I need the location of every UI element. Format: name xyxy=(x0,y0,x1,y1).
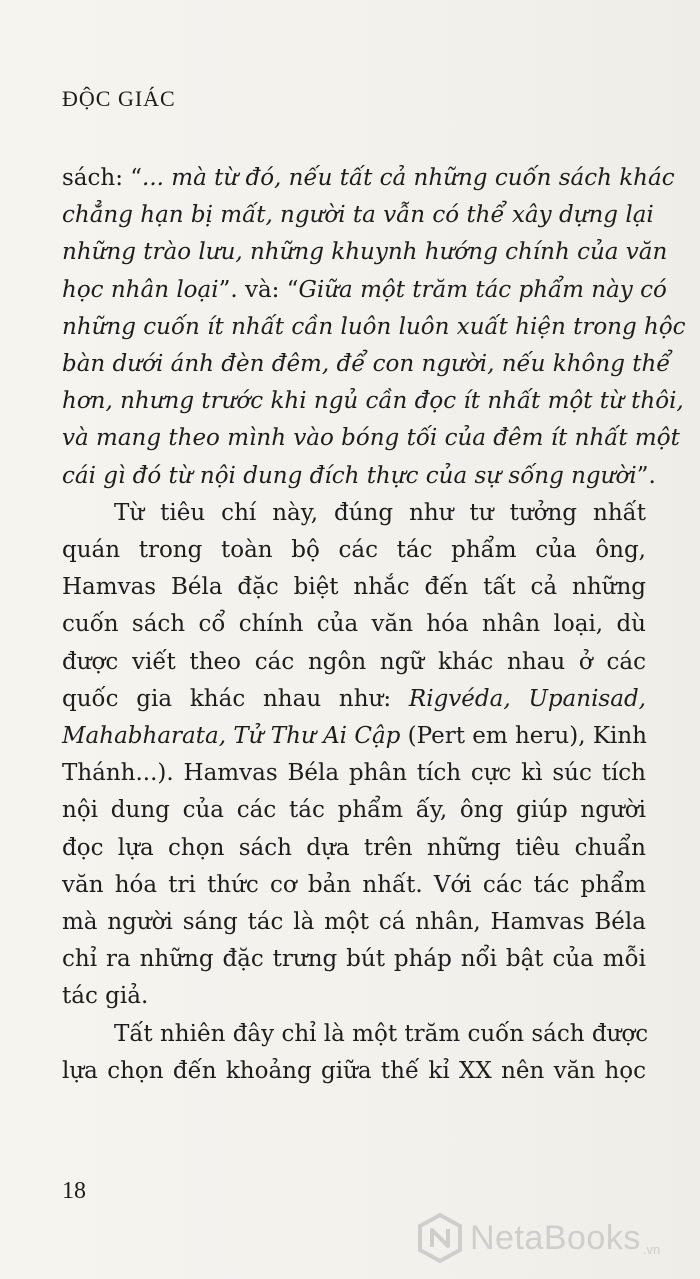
watermark-text: NetaBooks xyxy=(470,1218,641,1257)
watermark-suffix: .vn xyxy=(642,1242,661,1257)
text-line xyxy=(62,234,668,271)
text-line xyxy=(62,532,646,569)
text-line xyxy=(62,495,646,532)
text-line xyxy=(62,978,646,1015)
text-run: quốc gia khác nhau như: xyxy=(62,685,409,712)
text-run: sách: “ xyxy=(62,165,143,191)
text-run: Từ tiêu chí này, đúng như tư tưởng nhất xyxy=(114,499,646,526)
text-line xyxy=(62,420,680,457)
text-line xyxy=(62,718,646,755)
text-run: văn hóa tri thức cơ bản nhất. Với các tác phẩm xyxy=(62,871,646,898)
italic-text: những cuốn ít nhất cần luôn luôn xuất hiện trong hộc xyxy=(62,313,686,340)
italic-text: học nhân loại xyxy=(62,276,219,303)
text-run: Thánh...). Hamvas Béla phân tích cực kì súc tích xyxy=(62,760,646,787)
italic-text: cái gì đó từ nội dung đích thực của sự sống người xyxy=(62,462,637,489)
text-run: đọc lựa chọn sách dựa trên những tiêu chuẩn xyxy=(62,834,646,861)
text-line xyxy=(62,160,675,197)
text-run: Tất nhiên đây chỉ là một trăm cuốn sách được xyxy=(114,1020,649,1047)
text-line xyxy=(62,309,686,346)
text-line xyxy=(62,1016,649,1053)
italic-text: hơn, nhưng trước khi ngủ cần đọc ít nhất một từ thôi, xyxy=(62,388,684,415)
body-text xyxy=(62,160,686,1090)
text-line xyxy=(62,867,646,904)
italic-text: Rigvéda, Upanisad, xyxy=(408,685,646,712)
text-line xyxy=(62,792,646,829)
netabooks-logo-icon xyxy=(418,1213,462,1263)
text-line xyxy=(62,1053,646,1090)
italic-text: và mang theo mình vào bóng tối của đêm ít nhất một xyxy=(62,425,680,452)
text-run: được viết theo các ngôn ngữ khác nhau ở các xyxy=(62,648,646,675)
text-line xyxy=(62,644,646,681)
italic-text: ... mà từ đó, nếu tất cả những cuốn sách khác xyxy=(142,165,675,191)
text-line xyxy=(62,569,646,606)
text-run: quán trong toàn bộ các tác phẩm của ông, xyxy=(62,537,646,564)
italic-text: Giữa một trăm tác phẩm này có xyxy=(298,276,667,303)
text-line xyxy=(62,197,654,234)
text-line xyxy=(62,606,646,643)
page-number: 18 xyxy=(62,1178,86,1204)
text-line xyxy=(62,755,646,792)
text-run: nội dung của các tác phẩm ấy, ông giúp người xyxy=(62,797,646,824)
text-run: mà người sáng tác là một cá nhân, Hamvas Béla xyxy=(62,909,646,936)
text-line xyxy=(62,941,646,978)
text-line xyxy=(62,272,667,309)
text-line xyxy=(62,383,684,420)
text-run: ”. và: “ xyxy=(218,276,299,303)
text-run: ”. xyxy=(636,462,656,489)
italic-text: bàn dưới ánh đèn đêm, để con người, nếu không thể xyxy=(62,351,671,378)
text-run: (Pert em heru), Kinh xyxy=(400,723,647,750)
text-run: tác giả. xyxy=(62,983,149,1010)
text-line xyxy=(62,346,671,383)
italic-text: những trào lưu, những khuynh hướng chính của văn xyxy=(62,239,668,266)
text-line xyxy=(62,830,646,867)
italic-text: chẳng hạn bị mất, người ta vẫn có thể xây dựng lại xyxy=(62,202,654,229)
text-line xyxy=(62,904,646,941)
text-run: cuốn sách cổ chính của văn hóa nhân loại, dù xyxy=(62,611,646,638)
italic-text: Mahabharata, Tử Thư Ai Cập xyxy=(62,723,401,750)
running-header: ĐỘC GIÁC xyxy=(62,86,176,111)
text-line xyxy=(62,458,656,495)
text-run: chỉ ra những đặc trưng bút pháp nổi bật của mỗi xyxy=(62,946,646,973)
watermark xyxy=(418,1213,660,1263)
text-run: Hamvas Béla đặc biệt nhắc đến tất cả những xyxy=(62,574,646,601)
text-run: lựa chọn đến khoảng giữa thế kỉ XX nên văn học xyxy=(62,1057,646,1084)
text-line xyxy=(62,681,646,718)
